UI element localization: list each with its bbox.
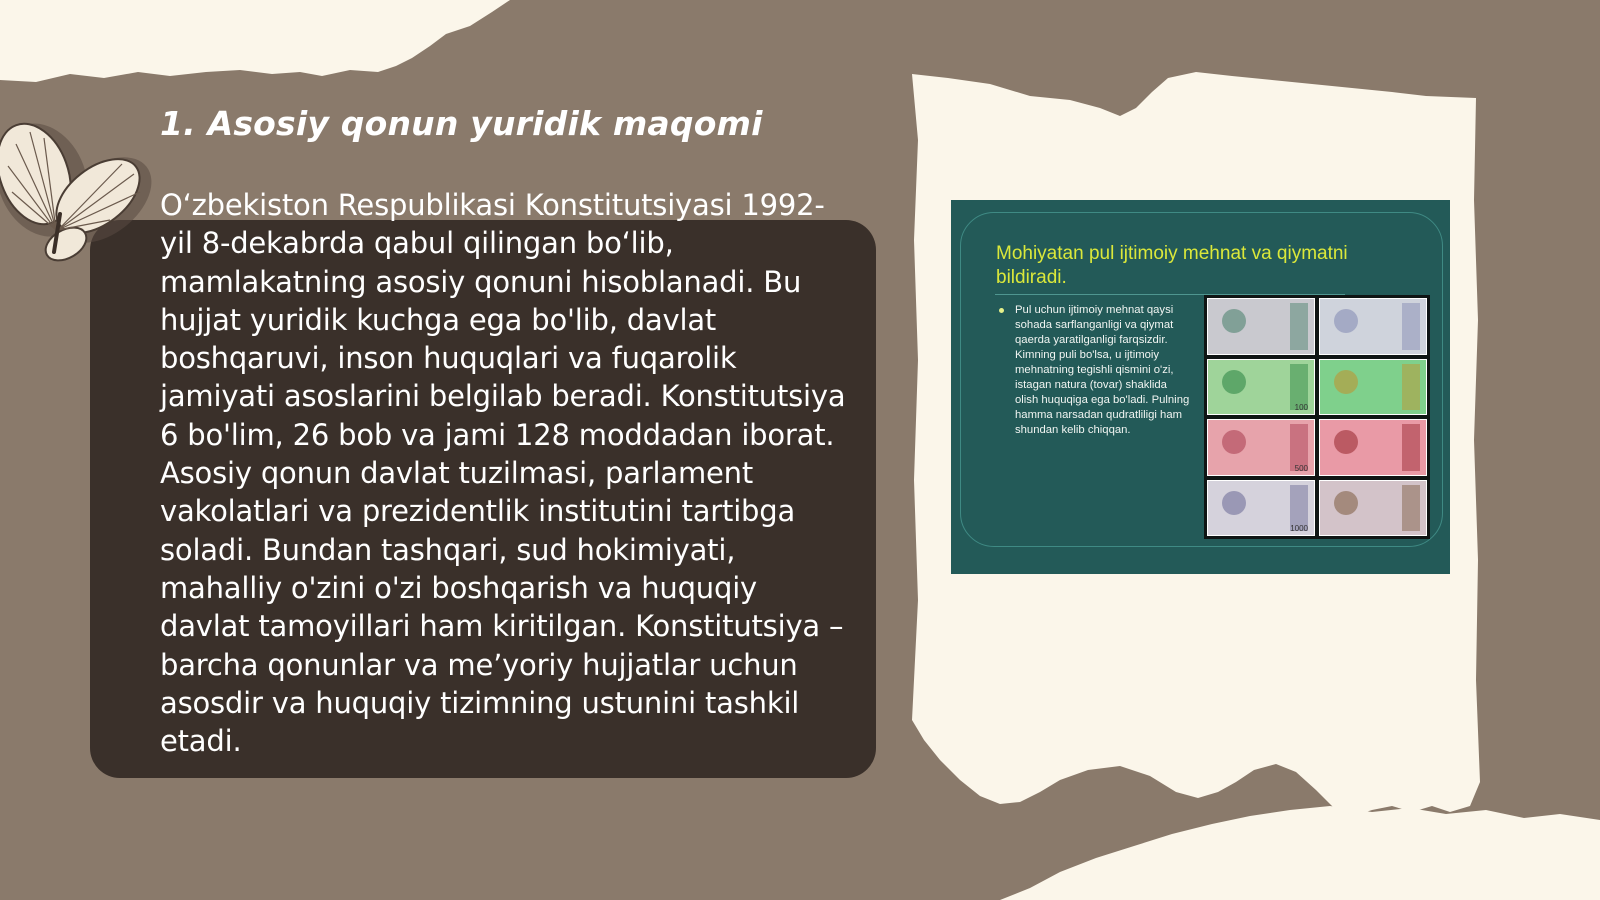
banknote-seal-icon [1222,370,1246,394]
banknote-image [1207,298,1315,355]
banknote-seal-icon [1222,430,1246,454]
banknote-band [1402,485,1420,532]
top-left-torn-paper [0,0,510,82]
banknote-denomination: 100 [1294,403,1308,412]
bottom-right-torn-paper [1000,806,1600,900]
banknote-image [1207,359,1315,416]
banknote-image [1207,480,1315,537]
banknote-seal-icon [1222,309,1246,333]
banknote-image [1207,419,1315,476]
banknote-image [1319,480,1427,537]
butterfly-icon [0,102,166,280]
slide-heading: Mohiyatan pul ijtimoiy mehnat va qiymatni bildiradi. [996,243,1348,288]
banknote-band [1402,303,1420,350]
banknote-seal-icon [1222,491,1246,515]
banknote-seal-icon [1334,491,1358,515]
banknote-seal-icon [1334,309,1358,333]
page-title: 1. Asosiy qonun yuridik maqomi [160,104,763,143]
bullet-icon [999,308,1004,313]
banknote-denomination: 500 [1294,463,1308,473]
embedded-slide-image [951,200,1450,574]
banknote-image [1319,419,1427,476]
body-paragraph: O‘zbekiston Respublikasi Konstitutsiyasi 1992-yil 8-dekabrda qabul qilingan bo‘lib, mamlakatning asosiy qonuni hisoblanadi. Bu hujjat yuridik kuchga ega bo'lib, davlat boshqaruvi, inson huquqlari va fuqarolik jamiyati asoslarini belgilab beradi. Konstitutsiya 6 bo'lim, 26 bob va jami 128 moddadan iborat. Asosiy qonun davlat tuzilmasi, parlament vakolatlari va prezidentlik institutini tartibga soladi. Bundan tashqari, sud hokimiyati, mahalliy o'zini o'zi boshqarish va huquqiy davlat tamoyillari ham kiritilgan. Konstitutsiya – barcha qonunlar va me’yoriy hujjatlar uchun asosdir va huquqiy tizimning ustunini tashkil etadi. [160,188,846,759]
banknote-band [1402,424,1420,471]
banknote-image [1319,359,1427,416]
banknote-denomination: 1000 [1290,524,1308,533]
banknote-band [1290,303,1308,350]
banknote-image [1319,298,1427,355]
banknote-seal-icon [1334,430,1358,454]
banknote-seal-icon [1334,370,1358,394]
banknotes-grid [1204,295,1430,539]
banknote-band [1402,364,1420,411]
slide-bullet-text: Pul uchun ijtimoiy mehnat qaysi sohada sarflanganligi va qiymat qaerda yaratilganligi farqsizdir. Kimning puli bo'lsa, u ijtimoiy mehnatning tegishli qismini o'zi, istagan natura (tovar) shaklida olish huquqiga ega bo'ladi. Pulning hamma narsadan qudratliligi ham shundan kelib chiqqan. [1015,304,1190,436]
